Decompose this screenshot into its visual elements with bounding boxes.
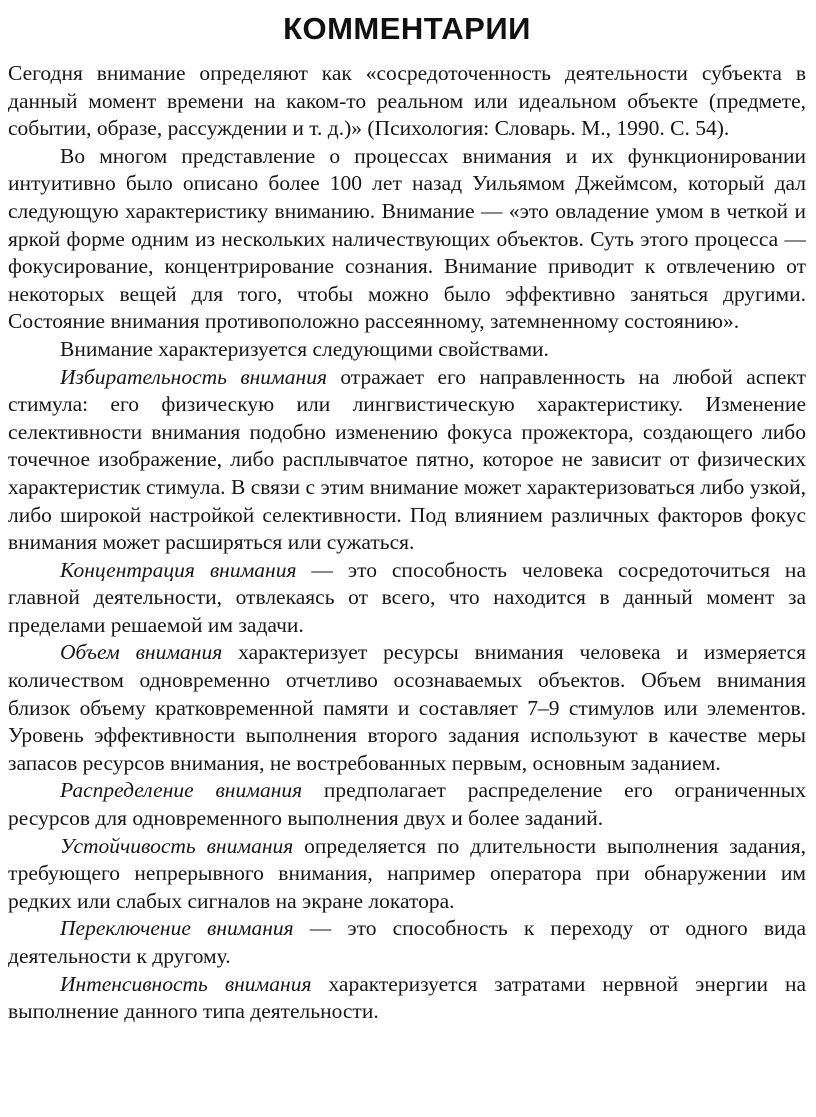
paragraph-text: Во многом представление о процессах внимания и их функционировании интуитивно было описано более 100 лет назад Уильямом Джеймсом, который дал следующую характеристику вниманию. Внимание — «это овладение умом в четкой и яркой форме одним из нескольких наличествующих объектов. Суть этого процесса — фокусирование, концентрирование сознания. Внимание приводит к отвлечению от некоторых вещей для того, чтобы можно было эффективно заняться другими. Состояние внимания противоположно рассеянному, затемненному состоянию». bbox=[8, 143, 806, 334]
paragraph-text: определяется по длительности выполнения задания, требующего непрерывного внимания, например оператора при обнаружении им редких или слабых сигналов на экране локатора. bbox=[8, 833, 806, 913]
term-selectivity: Избирательность внимания bbox=[60, 364, 327, 389]
paragraph-concentration bbox=[8, 557, 806, 640]
paragraph-james bbox=[8, 143, 806, 336]
paragraph-text: характеризует ресурсы внимания человека и измеряется количеством одновременно отчетливо осознаваемых объектов. Объем внимания близок объему кратковременной памяти и составляет 7–9 стимулов или элементов. Уровень эффективности выполнения второго задания используют в качестве меры запасов ресурсов внимания, не востребованных первым, основным заданием. bbox=[8, 640, 806, 775]
paragraph-span bbox=[8, 639, 806, 777]
paragraph-properties-intro bbox=[8, 336, 806, 364]
term-concentration: Концентрация внимания bbox=[60, 557, 297, 582]
paragraph-text: — это способность человека сосредоточиться на главной деятельности, отвлекаясь от всего, что находится в данный момент за пределами решаемой им задачи. bbox=[8, 557, 806, 637]
paragraph-text: — это способность к переходу от одного вида деятельности к другому. bbox=[8, 916, 806, 968]
paragraph-text: отражает его направленность на любой аспект стимула: его физическую или лингвистическую характеристику. Изменение селективности внимания подобно изменению фокуса прожектора, создающего либо точечное изображение, либо расплывчатое пятно, которое не зависит от физических характеристик стимула. В связи с этим внимание может характеризоваться либо узкой, либо широкой настройкой селективности. Под влиянием различных факторов фокус внимания может расширяться или сужаться. bbox=[8, 364, 806, 555]
paragraph-text: Сегодня внимание определяют как «сосредоточенность деятельности субъекта в данный момент времени на каком-то реальном или идеальном объекте (предмете, событии, образе, рассуждении и т. д.)» (Психология: Словарь. М., 1990. С. 54). bbox=[8, 61, 806, 141]
paragraph-text: Внимание характеризуется следующими свойствами. bbox=[60, 336, 549, 361]
term-distribution: Распределение внимания bbox=[60, 778, 303, 803]
term-switching: Переключение внимания bbox=[60, 916, 294, 941]
term-intensity: Интенсивность внимания bbox=[60, 971, 312, 996]
paragraph-text: предполагает распределение его ограниченных ресурсов для одновременного выполнения двух и более заданий. bbox=[8, 778, 806, 831]
page-title: КОММЕНТАРИИ bbox=[283, 11, 531, 46]
paragraph-switching bbox=[8, 915, 806, 970]
paragraph-intensity bbox=[8, 971, 806, 1026]
paragraph-selectivity bbox=[8, 364, 806, 557]
term-span: Объем внимания bbox=[60, 640, 223, 665]
paragraph-distribution bbox=[8, 777, 806, 832]
paragraph-stability bbox=[8, 833, 806, 916]
term-stability: Устойчивость внимания bbox=[60, 833, 294, 858]
paragraph-definition bbox=[8, 60, 806, 143]
paragraph-text: характеризуется затратами нервной энергии на выполнение данного типа деятельности. bbox=[8, 971, 807, 1024]
